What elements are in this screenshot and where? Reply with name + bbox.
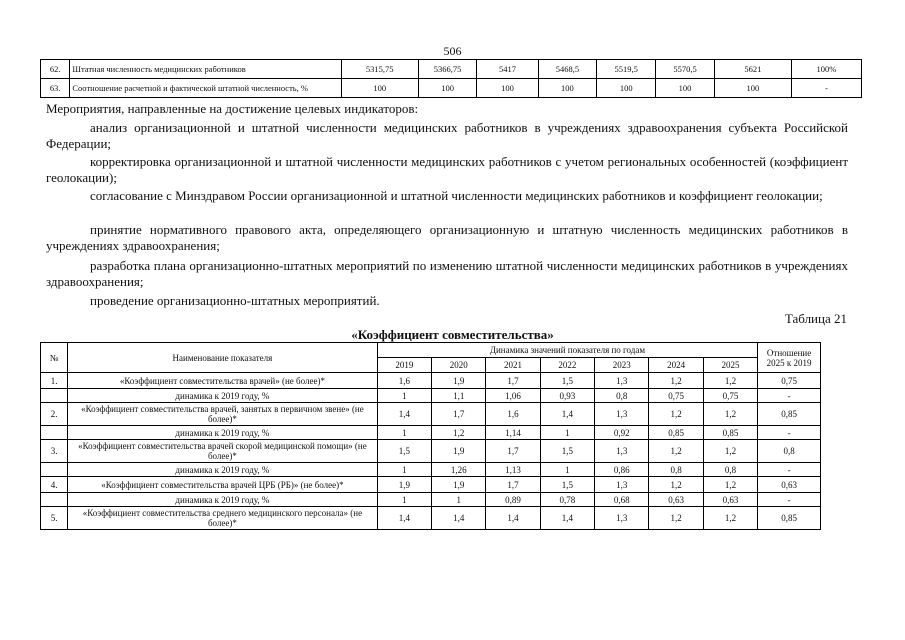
value-cell: 100 (341, 79, 418, 98)
indicator-name: динамика к 2019 году, % (68, 493, 377, 507)
value-cell: 100 (714, 79, 791, 98)
row-number: 1. (41, 373, 68, 389)
ratio-cell: 0,8 (758, 440, 821, 463)
value-cell: 1,1 (432, 389, 486, 403)
table-row (41, 60, 862, 79)
value-cell: 0,89 (486, 493, 540, 507)
value-cell: 0,8 (649, 463, 703, 477)
value-cell: 1 (540, 463, 594, 477)
value-cell: 0,8 (595, 389, 649, 403)
value-cell: 5468,5 (538, 60, 597, 79)
header-year: 2021 (486, 358, 540, 373)
table-row (41, 373, 821, 389)
value-cell: 1,4 (377, 403, 431, 426)
row-number (41, 426, 68, 440)
value-cell: 100% (791, 60, 861, 79)
value-cell: 1,7 (486, 440, 540, 463)
value-cell: 1,4 (432, 507, 486, 530)
value-cell: 0,75 (649, 389, 703, 403)
ratio-cell: 0,85 (758, 507, 821, 530)
value-cell: 1,3 (595, 403, 649, 426)
value-cell: 1,3 (595, 373, 649, 389)
value-cell: 1,13 (486, 463, 540, 477)
indicator-name: динамика к 2019 году, % (68, 463, 377, 477)
value-cell: 1 (377, 493, 431, 507)
header-year: 2019 (377, 358, 431, 373)
value-cell: 0,8 (703, 463, 757, 477)
value-cell: 1,4 (540, 507, 594, 530)
indicator-name: динамика к 2019 году, % (68, 389, 377, 403)
ratio-cell: 0,85 (758, 403, 821, 426)
paragraph-item: проведение организационно-штатных мероприятий. (90, 293, 380, 308)
indicator-name: «Коэффициент совместительства врачей» (не более)* (68, 373, 377, 389)
header-name: Наименование показателя (68, 343, 377, 373)
value-cell: 1,3 (595, 507, 649, 530)
paragraph-item: разработка плана организационно-штатных мероприятий по изменению штатной численности медицинских работников в учреждениях здравоохранения; (46, 258, 848, 289)
value-cell: 5366,75 (418, 60, 477, 79)
paragraph-item: принятие нормативного правового акта, определяющего организационную и штатную численность медицинских работников в учреждениях здравоохранения; (46, 222, 848, 253)
value-cell: 1,2 (432, 426, 486, 440)
value-cell: 1,9 (432, 440, 486, 463)
row-number: 3. (41, 440, 68, 463)
value-cell: 100 (656, 79, 715, 98)
value-cell: 0,68 (595, 493, 649, 507)
ratio-cell: - (758, 493, 821, 507)
table-row (41, 389, 821, 403)
table-row (41, 79, 862, 98)
value-cell: 1,7 (486, 373, 540, 389)
value-cell: 1,7 (486, 477, 540, 493)
row-number: 4. (41, 477, 68, 493)
value-cell: 5315,75 (341, 60, 418, 79)
header-year: 2023 (595, 358, 649, 373)
value-cell: 1,2 (649, 440, 703, 463)
indicator-name: «Коэффициент совместительства врачей скорой медицинской помощи» (не более)* (68, 440, 377, 463)
value-cell: 1,5 (540, 373, 594, 389)
header-year: 2022 (540, 358, 594, 373)
indicator-name: «Коэффициент совместительства среднего медицинского персонала» (не более)* (68, 507, 377, 530)
row-number (41, 463, 68, 477)
row-number: 5. (41, 507, 68, 530)
value-cell: 1,2 (649, 507, 703, 530)
row-number: 63. (41, 79, 70, 98)
value-cell: 100 (477, 79, 538, 98)
value-cell: 1,9 (432, 373, 486, 389)
value-cell: 1,7 (432, 403, 486, 426)
value-cell: 1 (377, 389, 431, 403)
paragraph-intro: Мероприятия, направленные на достижение целевых индикаторов: (46, 101, 419, 116)
value-cell: 1,2 (649, 477, 703, 493)
table-row (41, 493, 821, 507)
table-row (41, 463, 821, 477)
header-year: 2024 (649, 358, 703, 373)
header-year: 2020 (432, 358, 486, 373)
table-row (41, 403, 821, 426)
value-cell: 1,3 (595, 477, 649, 493)
page-number: 506 (443, 44, 462, 58)
indicator-name: «Коэффициент совместительства врачей ЦРБ (РБ)» (не более)* (68, 477, 377, 493)
table-row (41, 477, 821, 493)
value-cell: 1 (377, 426, 431, 440)
value-cell: 0,85 (703, 426, 757, 440)
value-cell: 5621 (714, 60, 791, 79)
value-cell: 1 (377, 463, 431, 477)
ratio-cell: - (758, 463, 821, 477)
value-cell: 1,2 (703, 403, 757, 426)
table-row (41, 507, 821, 530)
row-number: 2. (41, 403, 68, 426)
ratio-cell: 0,75 (758, 373, 821, 389)
value-cell: 1,2 (703, 507, 757, 530)
value-cell: 0,78 (540, 493, 594, 507)
value-cell: 0,92 (595, 426, 649, 440)
value-cell: 1,2 (703, 477, 757, 493)
indicator-name: Штатная численность медицинских работников (70, 60, 341, 79)
value-cell: 0,63 (703, 493, 757, 507)
table-title: «Коэффициент совместительства» (351, 327, 554, 342)
header-year: 2025 (703, 358, 757, 373)
value-cell: 0,63 (649, 493, 703, 507)
value-cell: 1 (432, 493, 486, 507)
value-cell: 1,2 (703, 440, 757, 463)
header-ratio: Отношение 2025 к 2019 (758, 343, 821, 373)
ratio-cell: - (758, 389, 821, 403)
value-cell: 0,86 (595, 463, 649, 477)
value-cell: 1,6 (377, 373, 431, 389)
table-label: Таблица 21 (784, 311, 847, 326)
paragraph-item: анализ организационной и штатной численности медицинских работников в учреждениях здравоохранения субъекта Российской Федерации; (46, 120, 848, 151)
coefficient-table (40, 342, 821, 530)
table-row (41, 440, 821, 463)
header-num: № (41, 343, 68, 373)
ratio-cell: 0,63 (758, 477, 821, 493)
value-cell: 1,4 (540, 403, 594, 426)
value-cell: 1,2 (649, 373, 703, 389)
table-row (41, 426, 821, 440)
value-cell: 1,4 (486, 507, 540, 530)
top-continuation-table (40, 59, 862, 98)
value-cell: 1,5 (540, 477, 594, 493)
value-cell: 0,93 (540, 389, 594, 403)
value-cell: 100 (597, 79, 656, 98)
ratio-cell: - (758, 426, 821, 440)
header-dynamics: Динамика значений показателя по годам (377, 343, 758, 358)
value-cell: 1,5 (540, 440, 594, 463)
value-cell: 1,06 (486, 389, 540, 403)
value-cell: 1,3 (595, 440, 649, 463)
value-cell: 1,2 (649, 403, 703, 426)
row-number (41, 493, 68, 507)
value-cell: 5519,5 (597, 60, 656, 79)
value-cell: 0,75 (703, 389, 757, 403)
value-cell: 100 (418, 79, 477, 98)
indicator-name: «Коэффициент совместительства врачей, занятых в первичном звене» (не более)* (68, 403, 377, 426)
value-cell: 1,26 (432, 463, 486, 477)
value-cell: 5570,5 (656, 60, 715, 79)
value-cell: 1 (540, 426, 594, 440)
row-number (41, 389, 68, 403)
value-cell: 1,5 (377, 440, 431, 463)
value-cell: 1,9 (432, 477, 486, 493)
value-cell: 1,9 (377, 477, 431, 493)
value-cell: 100 (538, 79, 597, 98)
value-cell: 1,4 (377, 507, 431, 530)
value-cell: 1,2 (703, 373, 757, 389)
value-cell: 1,14 (486, 426, 540, 440)
row-number: 62. (41, 60, 70, 79)
value-cell: 5417 (477, 60, 538, 79)
paragraph-item: корректировка организационной и штатной численности медицинских работников с учетом региональных особенностей (коэффициент геолокации); (46, 154, 848, 185)
indicator-name: динамика к 2019 году, % (68, 426, 377, 440)
value-cell: 0,85 (649, 426, 703, 440)
paragraph-item: согласование с Минздравом России организационной и штатной численности медицинских работников и коэффициент геолокации; (90, 188, 823, 203)
value-cell: - (791, 79, 861, 98)
indicator-name: Соотношение расчетной и фактической штатной численность, % (70, 79, 341, 98)
value-cell: 1,6 (486, 403, 540, 426)
